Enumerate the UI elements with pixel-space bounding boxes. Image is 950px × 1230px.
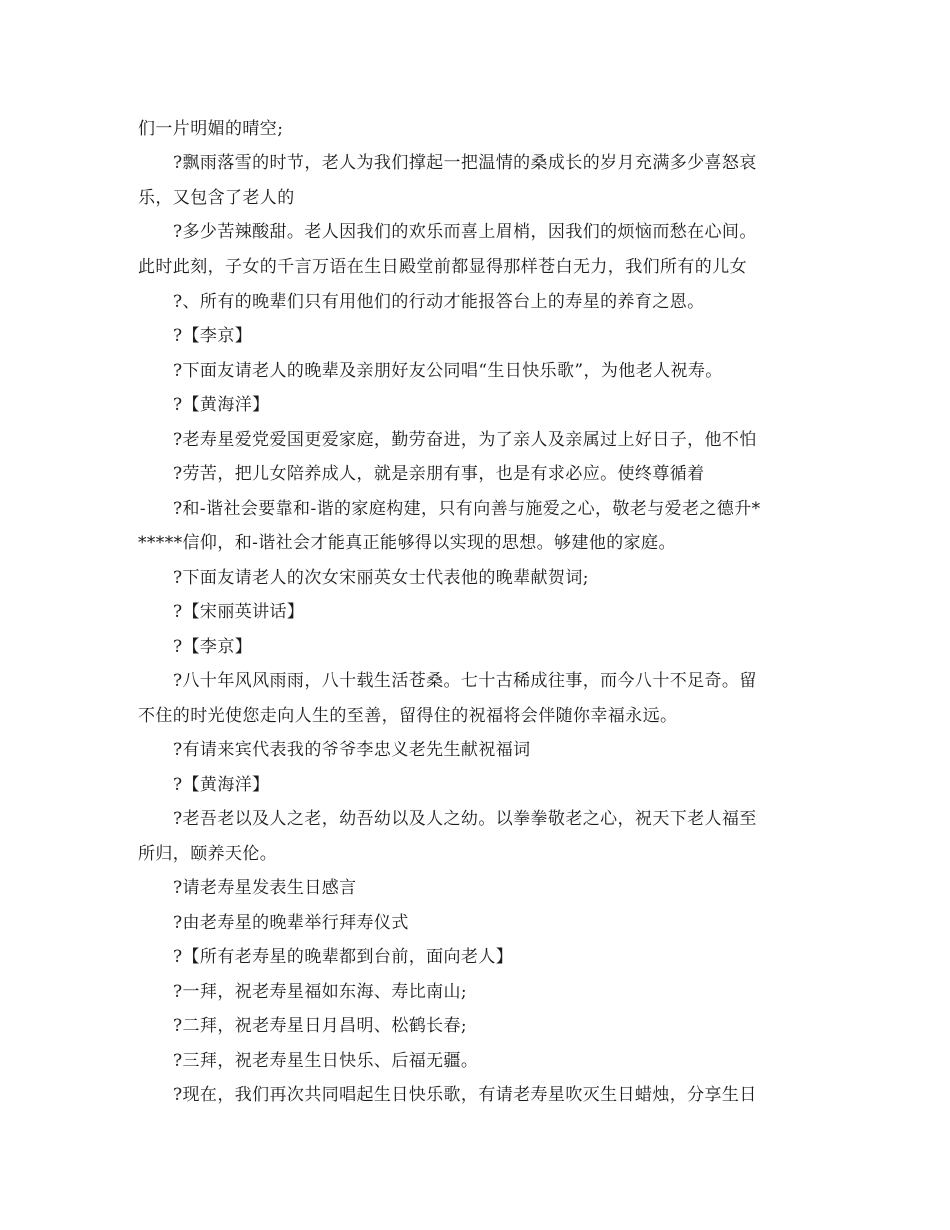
text-line: ?八十年风风雨雨，八十载生活苍桑。七十古稀成往事，而今八十不足奇。留	[173, 671, 757, 691]
text-line: ?下面友请老人的晚辈及亲朋好友公同唱“生日快乐歌”，为他老人祝寿。	[173, 361, 723, 381]
speaker-line: ?【黄海洋】	[173, 395, 270, 415]
text-line: ?老寿星爱党爱国更爱家庭，勤劳奋进，为了亲人及亲属过上好日子，他不怕	[173, 430, 757, 450]
text-line: ?三拜，祝老寿星生日快乐、后福无疆。	[173, 1051, 479, 1071]
text-line: *****信仰，和-谐社会才能真正能够得以实现的思想。够建他的家庭。	[138, 533, 676, 553]
text-line: ?和-谐社会要靠和-谐的家庭构建，只有向善与施爱之心，敬老与爱老之德升*	[173, 499, 761, 519]
text-line: 乐，又包含了老人的	[138, 188, 295, 208]
text-line: ?一拜，祝老寿星福如东海、寿比南山;	[173, 982, 468, 1002]
speaker-line: ?【宋丽英讲话】	[173, 602, 305, 622]
text-line: 们一片明媚的晴空;	[138, 119, 284, 139]
text-line: ?请老寿星发表生日感言	[173, 878, 357, 898]
text-line: ?现在，我们再次共同唱起生日快乐歌，有请老寿星吹灭生日蜡烛，分享生日	[173, 1085, 757, 1105]
stage-direction-line: ?【所有老寿星的晚辈都到台前，面向老人】	[173, 947, 514, 967]
text-line: ?劳苦，把儿女陪养成人，就是亲朋有事，也是有求必应。使终尊循着	[173, 464, 705, 484]
text-line: ?多少苦辣酸甜。老人因我们的欢乐而喜上眉梢，因我们的烦恼而愁在心间。	[173, 222, 757, 242]
text-line: ?、所有的晚辈们只有用他们的行动才能报答台上的寿星的养育之恩。	[173, 292, 705, 312]
text-line: 不住的时光使您走向人生的至善，留得住的祝福将会伴随你幸福永远。	[138, 706, 678, 726]
text-line: ?有请来宾代表我的爷爷李忠义老先生献祝福词	[173, 740, 531, 760]
text-line: ?飘雨落雪的时节，老人为我们撑起一把温情的桑成长的岁月充满多少喜怒哀	[173, 153, 757, 173]
text-line: ?下面友请老人的次女宋丽英女士代表他的晚辈献贺词;	[173, 568, 589, 588]
text-line: 此时此刻，子女的千言万语在生日殿堂前都显得那样苍白无力，我们所有的儿女	[138, 257, 747, 277]
speaker-line: ?【李京】	[173, 637, 253, 657]
text-line: ?二拜，祝老寿星日月昌明、松鹤长春;	[173, 1016, 468, 1036]
text-line: 所归，颐养天伦。	[138, 844, 278, 864]
speaker-line: ?【黄海洋】	[173, 775, 270, 795]
text-line: ?由老寿星的晚辈举行拜寿仪式	[173, 913, 409, 933]
speaker-line: ?【李京】	[173, 326, 253, 346]
text-line: ?老吾老以及人之老，幼吾幼以及人之幼。以拳拳敬老之心，祝天下老人福至	[173, 809, 757, 829]
